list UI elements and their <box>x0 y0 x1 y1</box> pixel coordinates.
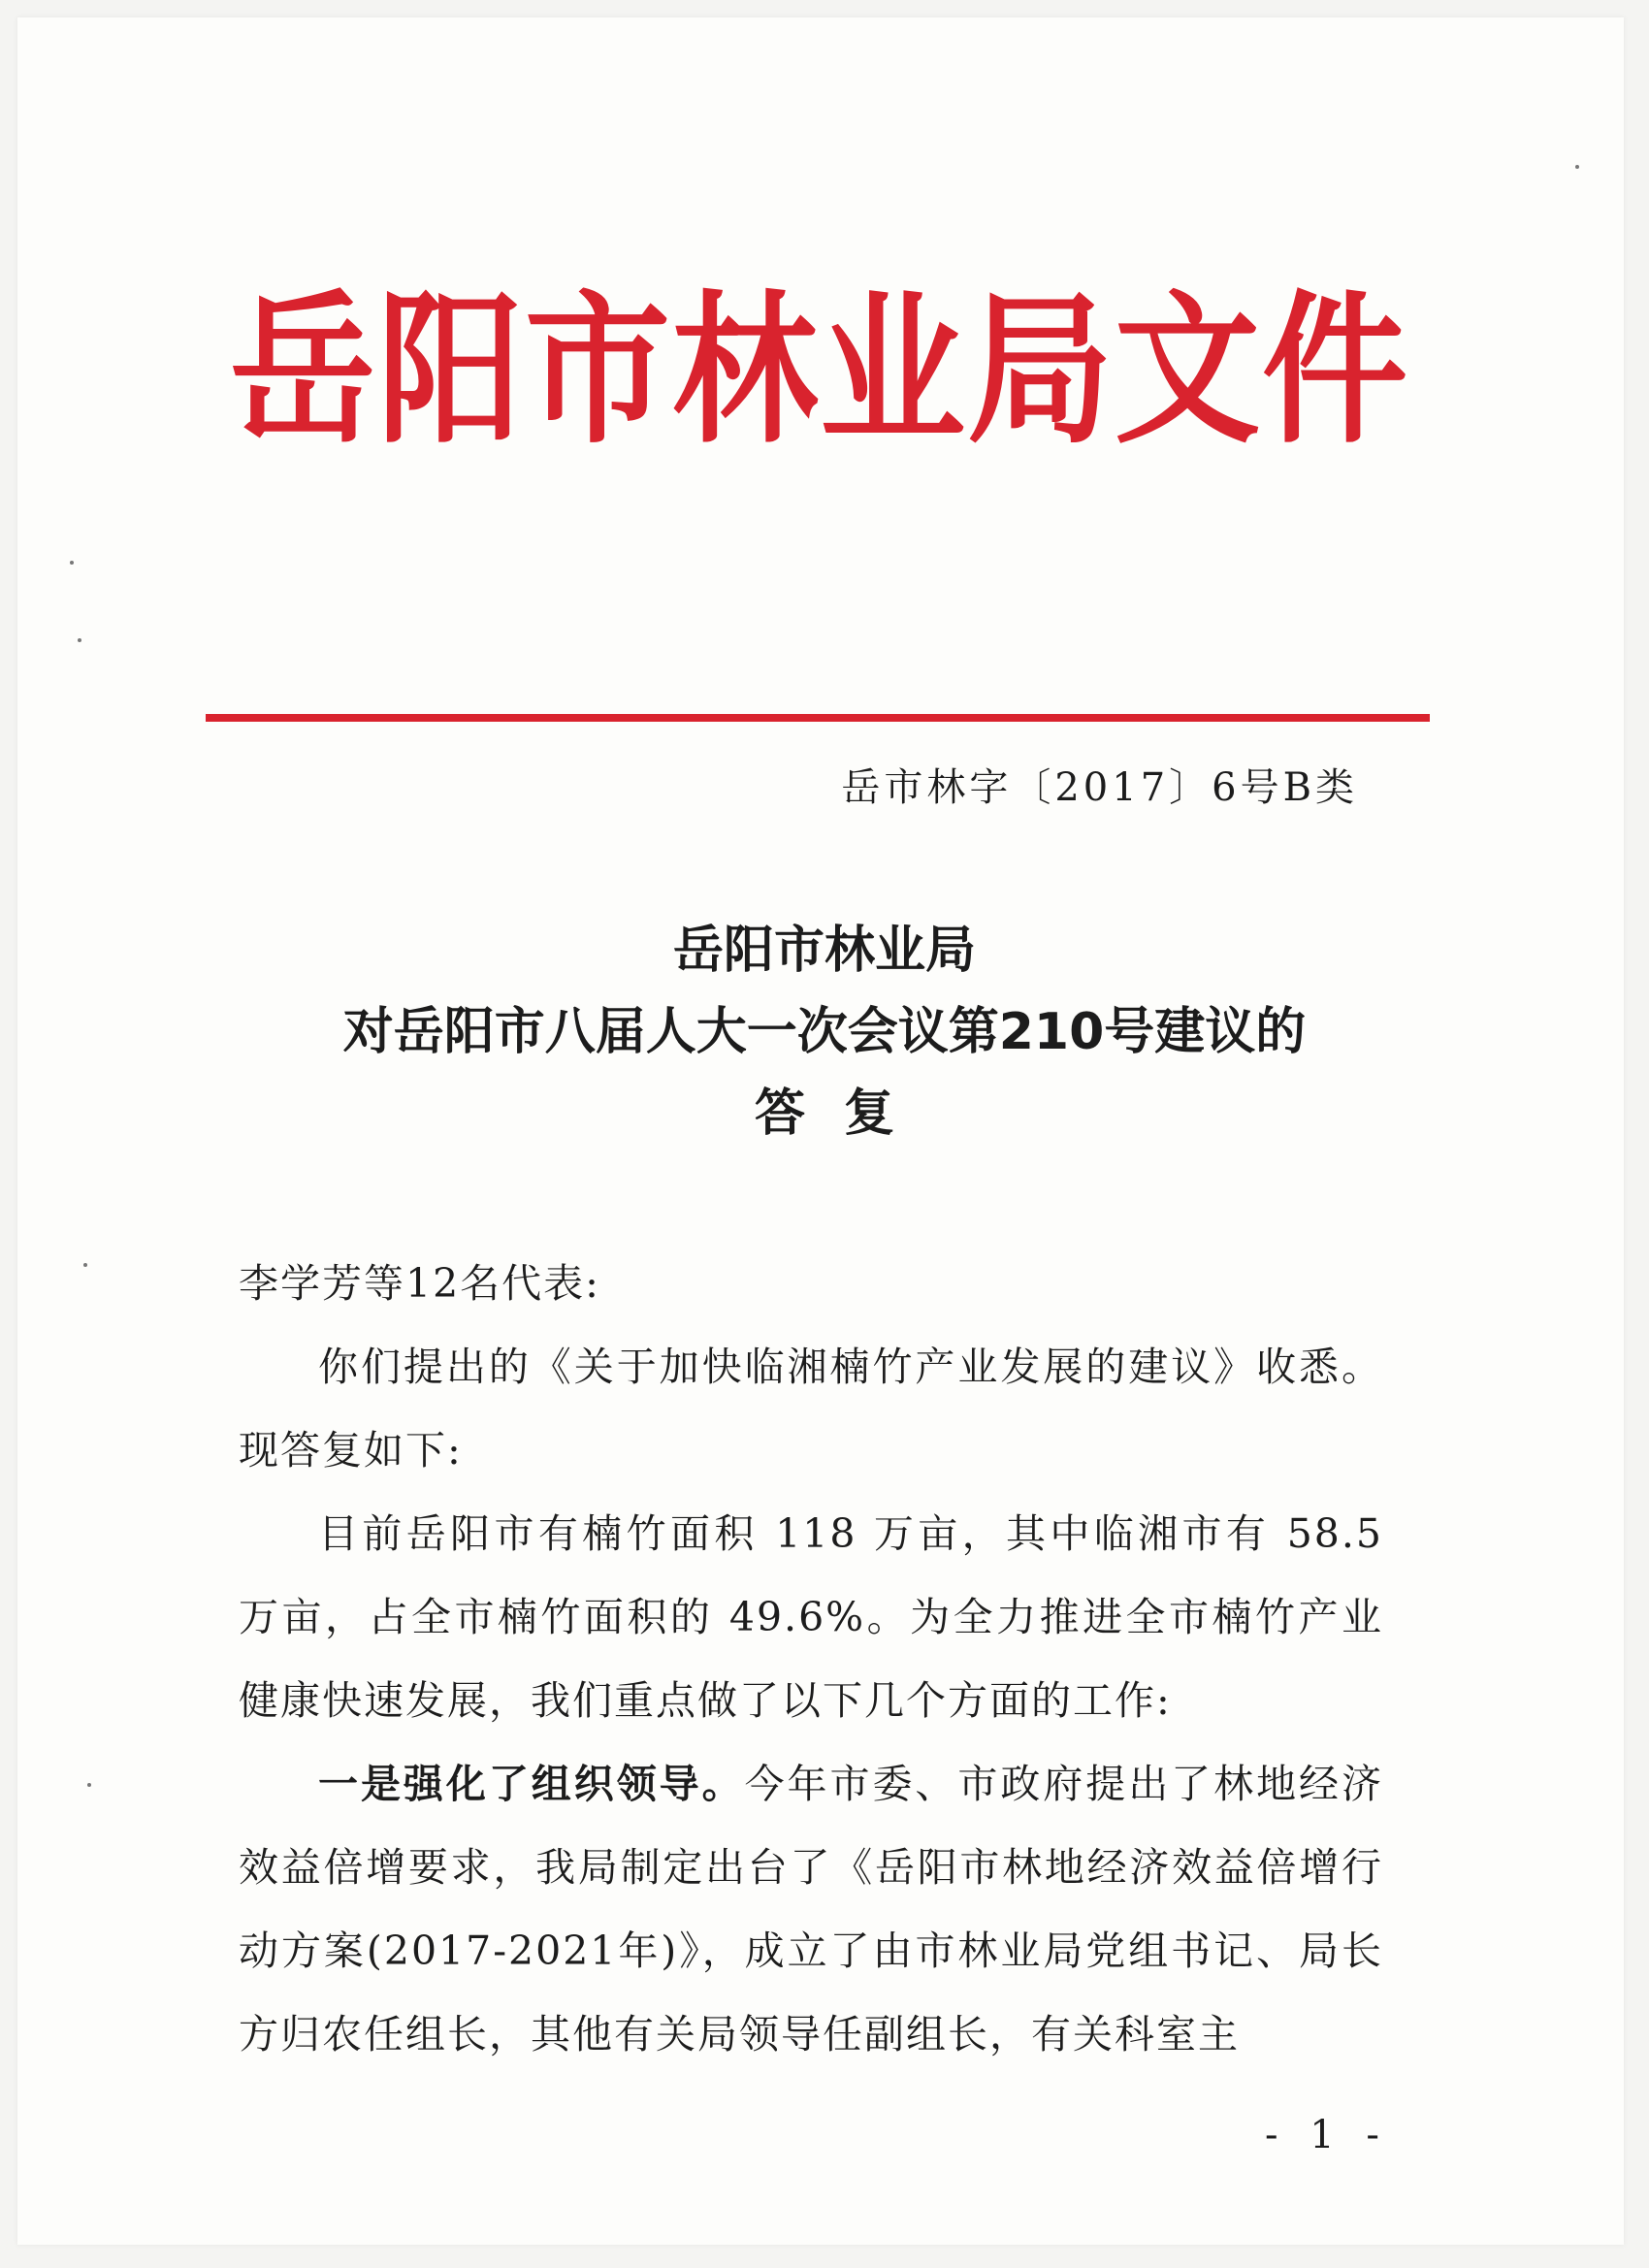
salutation: 李学芳等12名代表: <box>239 1260 600 1307</box>
title-subject: 对岳阳市八届人大一次会议第210号建议的 <box>342 1003 1307 1061</box>
document-number: 岳市林字〔2017〕6号B类 <box>841 765 1358 810</box>
document-body <box>239 1242 1383 2076</box>
paragraph-organization <box>239 1742 1383 2076</box>
scan-speck <box>78 638 81 642</box>
page-number: - 1 - <box>1265 2113 1389 2157</box>
scan-speck <box>83 1263 87 1267</box>
paragraph-lead-heading: 一是强化了组织领导。 <box>318 1761 745 1807</box>
title-reply: 答复 <box>754 1085 933 1143</box>
paragraph-organization-text: 今年市委、市政府提出了林地经济效益倍增要求，我局制定出台了《岳阳市林地经济效益倍增行动方案(2017-2021年)》，成立了由市林业局党组书记、局长方归农任组长，其他有关局领导任副组长，有关科室主 <box>239 1761 1384 2057</box>
paragraph-overview: 目前岳阳市有楠竹面积 118 万亩，其中临湘市有 58.5 万亩，占全市楠竹面积的 49.6%。为全力推进全市楠竹产业健康快速发展，我们重点做了以下几个方面的工作: <box>239 1510 1383 1724</box>
scan-speck <box>87 1783 91 1787</box>
document-masthead: 岳阳市林业局文件 <box>230 276 1410 467</box>
paragraph-receipt: 你们提出的《关于加快临湘楠竹产业发展的建议》收悉。现答复如下: <box>239 1344 1383 1474</box>
red-divider-line <box>206 714 1430 722</box>
document-title <box>194 910 1455 1154</box>
title-issuer: 岳阳市林业局 <box>672 922 976 980</box>
scan-speck <box>70 561 74 565</box>
scan-speck <box>1575 165 1579 169</box>
